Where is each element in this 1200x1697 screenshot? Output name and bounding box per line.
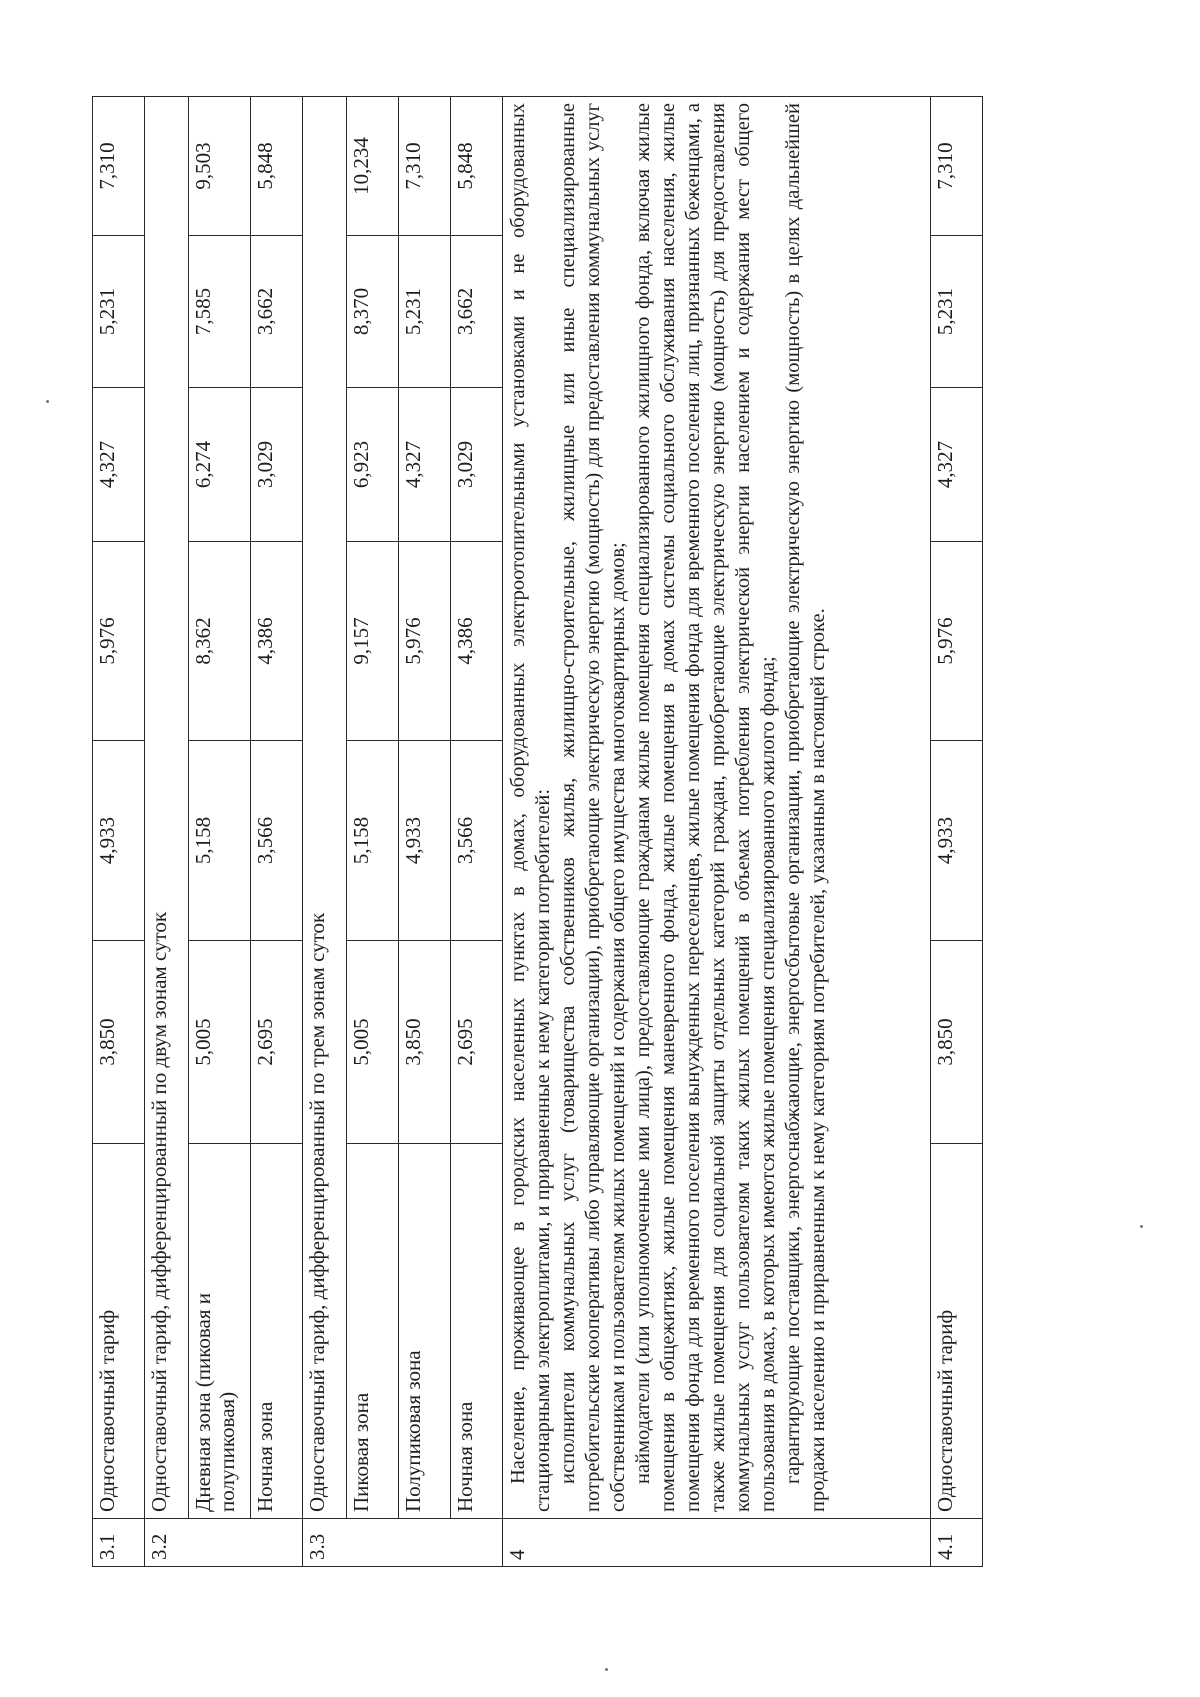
table-cell: 3,850 — [93, 941, 145, 1144]
table-cell: 3,662 — [251, 236, 303, 388]
table-cell: 6,923 — [347, 388, 399, 542]
section-title: Одноставочный тариф, дифференцированный по двум зонам суток — [145, 97, 189, 1519]
category-description — [503, 97, 931, 1519]
table-cell: 4,386 — [451, 542, 503, 741]
table-cell: 5,976 — [399, 542, 451, 741]
table-cell: 2,695 — [251, 941, 303, 1144]
category-paragraph: исполнители коммунальных услуг (товарищества собственников жилья, жилищно-строительные, жилищные или иные специализированные потребительские кооперативы либо управляющие организации), приобретающие электрическую энергию (мощность) для предоставления коммунальных услуг собственникам и пользователям жилых помещений и содержания общего имущества многоквартирных домов; — [557, 103, 629, 1512]
category-paragraph: гарантирующие поставщики, энергоснабжающие, энергосбытовые организации, приобретающие электрическую энергию (мощность) в целях дальнейшей продажи населению и приравненным к нему категориям потребителей, указанным в настоящей строке. — [782, 103, 829, 1512]
table-row — [145, 97, 189, 1567]
table-cell: 3,029 — [251, 388, 303, 542]
table-cell: 7,585 — [189, 236, 251, 388]
scan-speck — [605, 1668, 608, 1671]
table-cell: 2,695 — [451, 941, 503, 1144]
table-cell: 5,231 — [931, 236, 983, 388]
table-row — [347, 97, 399, 1567]
table-cell: 5,848 — [451, 97, 503, 236]
category-paragraph: Население, проживающее в городских населенных пунктах в домах, оборудованных электроотопительными установками и не оборудованных стационарными электроплитами, и приравненные к нему категории потребителей: — [507, 103, 554, 1512]
row-label: Полупиковая зона — [399, 1144, 451, 1519]
row-number: 3.1 — [93, 1519, 145, 1567]
table-cell: 5,158 — [189, 741, 251, 941]
table-cell: 10,234 — [347, 97, 399, 236]
table-cell: 5,231 — [399, 236, 451, 388]
table-row — [503, 97, 931, 1567]
table-cell: 9,157 — [347, 542, 399, 741]
row-label: Ночная зона — [251, 1144, 303, 1519]
table-row — [189, 97, 251, 1567]
table-cell: 3,850 — [931, 941, 983, 1144]
table-cell: 6,274 — [189, 388, 251, 542]
table-cell: 3,566 — [451, 741, 503, 941]
row-label — [189, 1144, 251, 1519]
row-label: Одноставочный тариф — [931, 1144, 983, 1519]
table-cell: 4,327 — [931, 388, 983, 542]
table-cell: 5,005 — [347, 941, 399, 1144]
table-cell: 7,310 — [399, 97, 451, 236]
row-number: 3.2 — [145, 1519, 303, 1567]
table-cell: 5,976 — [93, 542, 145, 741]
table-row — [399, 97, 451, 1567]
row-label-line: Дневная зона (пиковая и — [191, 1293, 215, 1512]
table-cell: 9,503 — [189, 97, 251, 236]
table-cell: 4,386 — [251, 542, 303, 741]
table-cell: 5,848 — [251, 97, 303, 236]
table-cell: 7,310 — [931, 97, 983, 236]
table-cell: 5,158 — [347, 741, 399, 941]
table-cell: 4,933 — [93, 741, 145, 941]
table-row — [303, 97, 347, 1567]
table-cell: 5,005 — [189, 941, 251, 1144]
table-cell: 3,662 — [451, 236, 503, 388]
table-row — [931, 97, 983, 1567]
table-cell: 5,231 — [93, 236, 145, 388]
table-cell: 4,933 — [399, 741, 451, 941]
table-cell: 4,327 — [93, 388, 145, 542]
table-row — [451, 97, 503, 1567]
scan-speck — [1140, 1225, 1143, 1228]
table-cell: 4,327 — [399, 388, 451, 542]
row-label: Пиковая зона — [347, 1144, 399, 1519]
row-number: 3.3 — [303, 1519, 503, 1567]
row-number: 4 — [503, 1519, 931, 1567]
section-title: Одноставочный тариф, дифференцированный по трем зонам суток — [303, 97, 347, 1519]
table-cell: 8,370 — [347, 236, 399, 388]
tariff-table — [92, 96, 983, 1567]
table-cell: 4,933 — [931, 741, 983, 941]
table-cell: 3,029 — [451, 388, 503, 542]
row-label: Одноставочный тариф — [93, 1144, 145, 1519]
table-cell: 7,310 — [93, 97, 145, 236]
table-cell: 3,850 — [399, 941, 451, 1144]
table-cell: 3,566 — [251, 741, 303, 941]
scan-speck — [46, 400, 49, 403]
table-row — [93, 97, 145, 1567]
table-cell: 8,362 — [189, 542, 251, 741]
row-label-line: полупиковая) — [214, 1391, 239, 1512]
category-paragraph: наймодатели (или уполномоченные ими лица), предоставляющие гражданам жилые помещения специализированного жилищного фонда, включая жилые помещения в общежитиях, жилые помещения маневренного фонда, жилые помещения в домах системы социального обслуживания населения, жилые помещения фонда для временного поселения вынужденных переселенцев, жилые помещения фонда для временного поселения лиц, признанных беженцами, а также жилые помещения для социальной защиты отдельных категорий граждан, приобретающие электрическую энергию (мощность) для предоставления коммунальных услуг пользователям таких жилых помещений в объемах потребления электрической энергии населением и содержания мест общего пользования в домах, в которых имеются жилые помещения специализированного жилого фонда; — [632, 103, 779, 1512]
row-label: Ночная зона — [451, 1144, 503, 1519]
table-row — [251, 97, 303, 1567]
table-cell: 5,976 — [931, 542, 983, 741]
row-number: 4.1 — [931, 1519, 983, 1567]
